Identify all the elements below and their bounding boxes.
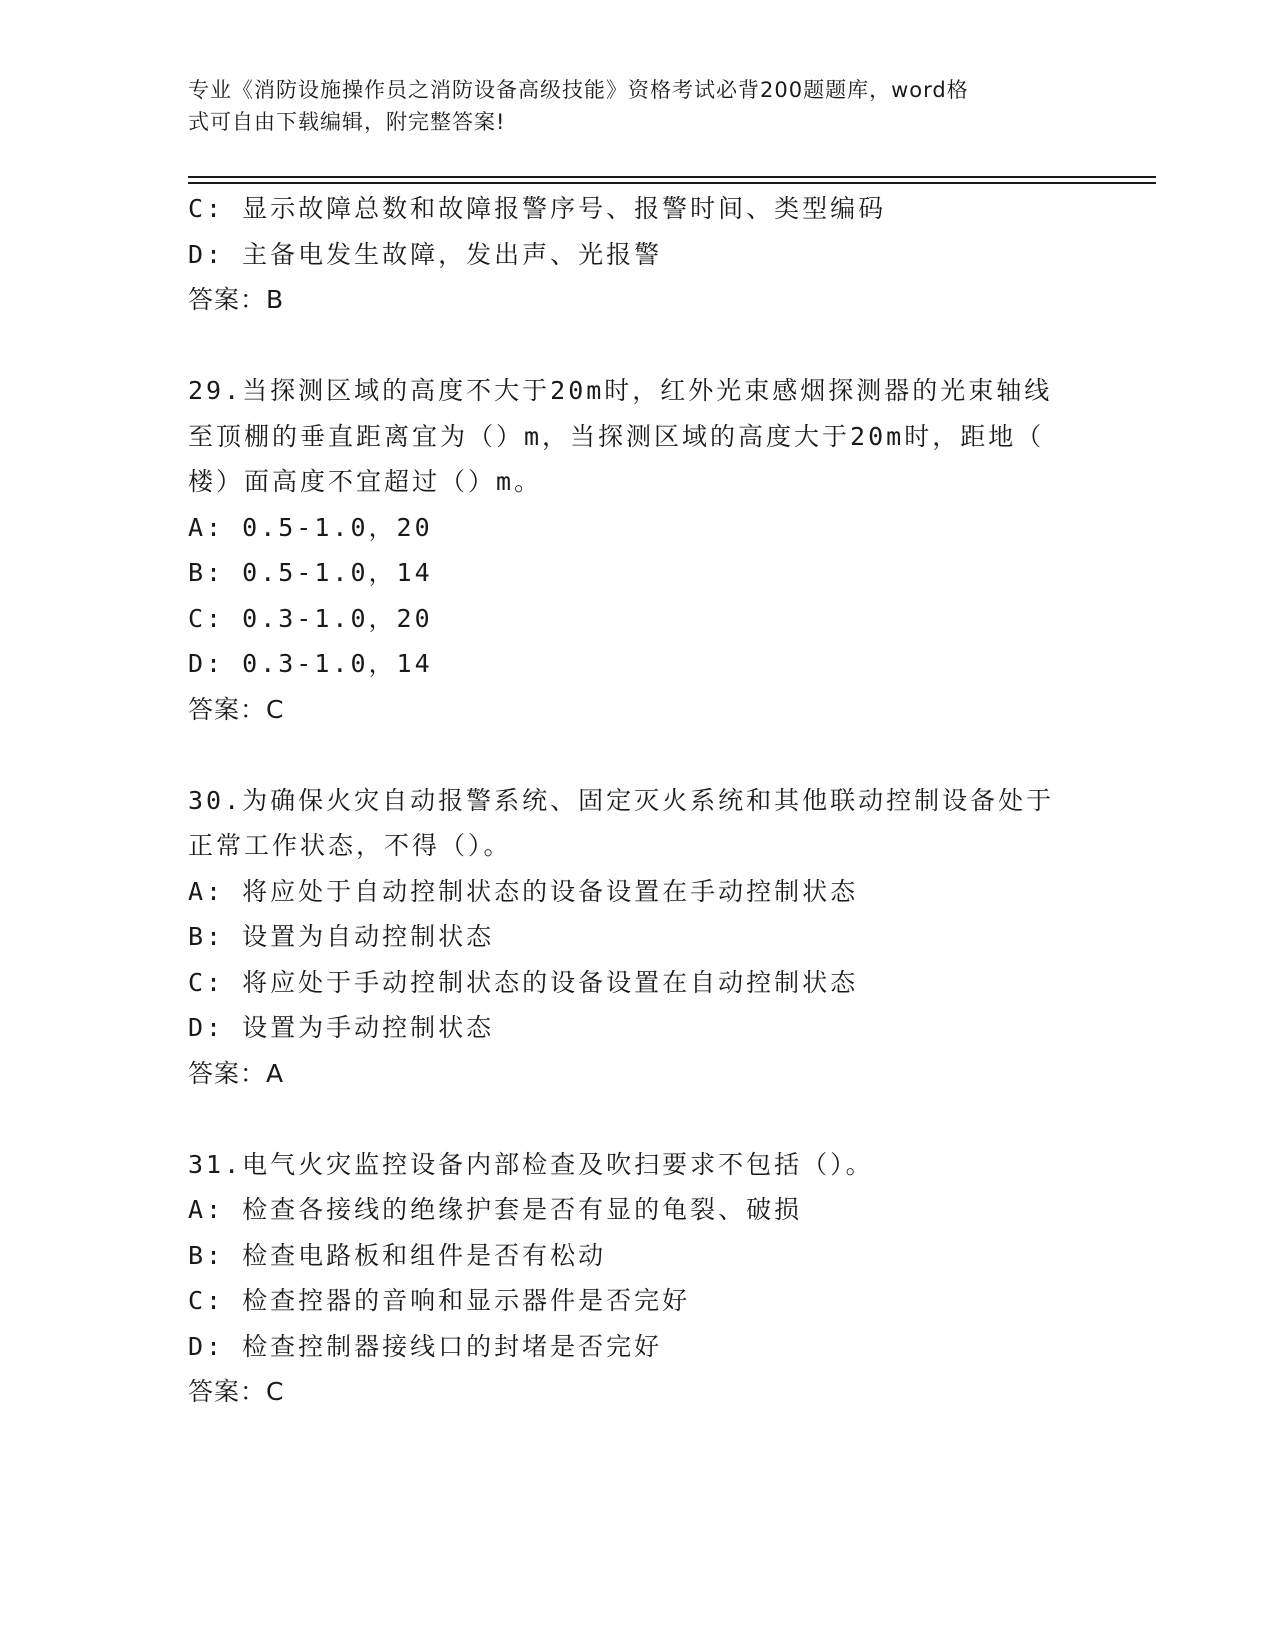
- header-line-1: 专业《消防设施操作员之消防设备高级技能》资格考试必背200题题库，word格: [188, 78, 969, 102]
- header-line-2: 式可自由下载编辑，附完整答案!: [188, 110, 506, 134]
- page-header: [188, 74, 1068, 138]
- answer-line: 答案：C: [188, 694, 285, 724]
- question-stem-line: 30.为确保火灾自动报警系统、固定灭火系统和其他联动控制设备处于: [188, 785, 1055, 815]
- spacer: [188, 323, 1088, 369]
- answer-line: 答案：C: [188, 1377, 285, 1406]
- question-29: [188, 368, 1088, 732]
- option-c: C: 将应处于手动控制状态的设备设置在自动控制状态: [188, 967, 859, 997]
- spacer: [188, 1096, 1088, 1142]
- option-a: A: 检查各接线的绝缘护套是否有显的龟裂、破损: [188, 1195, 803, 1224]
- option-b: B: 0.5-1.0，14: [188, 558, 433, 587]
- option-a: A: 将应处于自动控制状态的设备设置在手动控制状态: [188, 876, 859, 906]
- option-d: D: 0.3-1.0，14: [188, 649, 433, 678]
- option-c: C: 0.3-1.0，20: [188, 603, 433, 633]
- header-divider-bottom: [188, 182, 1156, 184]
- question-stem-line: 楼）面高度不宜超过（）m。: [188, 467, 543, 496]
- question-stem-line: 至顶棚的垂直距离宜为（）m，当探测区域的高度大于20m时，距地（: [188, 421, 1045, 451]
- option-d: D: 设置为手动控制状态: [188, 1013, 495, 1042]
- answer-line: 答案：B: [188, 285, 285, 314]
- question-30: [188, 778, 1088, 1097]
- previous-question-tail: [188, 186, 1088, 323]
- question-stem-line: 正常工作状态，不得（）。: [188, 831, 512, 860]
- question-31: [188, 1142, 1088, 1415]
- header-divider-top: [188, 176, 1156, 178]
- question-stem-line: 29.当探测区域的高度不大于20m时，红外光束感烟探测器的光束轴线: [188, 376, 1053, 405]
- question-stem-line: 31.电气火灾监控设备内部检查及吹扫要求不包括（）。: [188, 1149, 874, 1179]
- option-d: D: 主备电发生故障，发出声、光报警: [188, 239, 663, 269]
- option-c: C: 检查控器的音响和显示器件是否完好: [188, 1286, 691, 1315]
- option-c: C: 显示故障总数和故障报警序号、报警时间、类型编码: [188, 194, 887, 223]
- answer-line: 答案：A: [188, 1058, 285, 1088]
- option-b: B: 检查电路板和组件是否有松动: [188, 1240, 607, 1270]
- option-b: B: 设置为自动控制状态: [188, 922, 495, 951]
- spacer: [188, 732, 1088, 778]
- option-d: D: 检查控制器接线口的封堵是否完好: [188, 1331, 663, 1361]
- option-a: A: 0.5-1.0，20: [188, 512, 433, 542]
- question-content: [188, 186, 1088, 1415]
